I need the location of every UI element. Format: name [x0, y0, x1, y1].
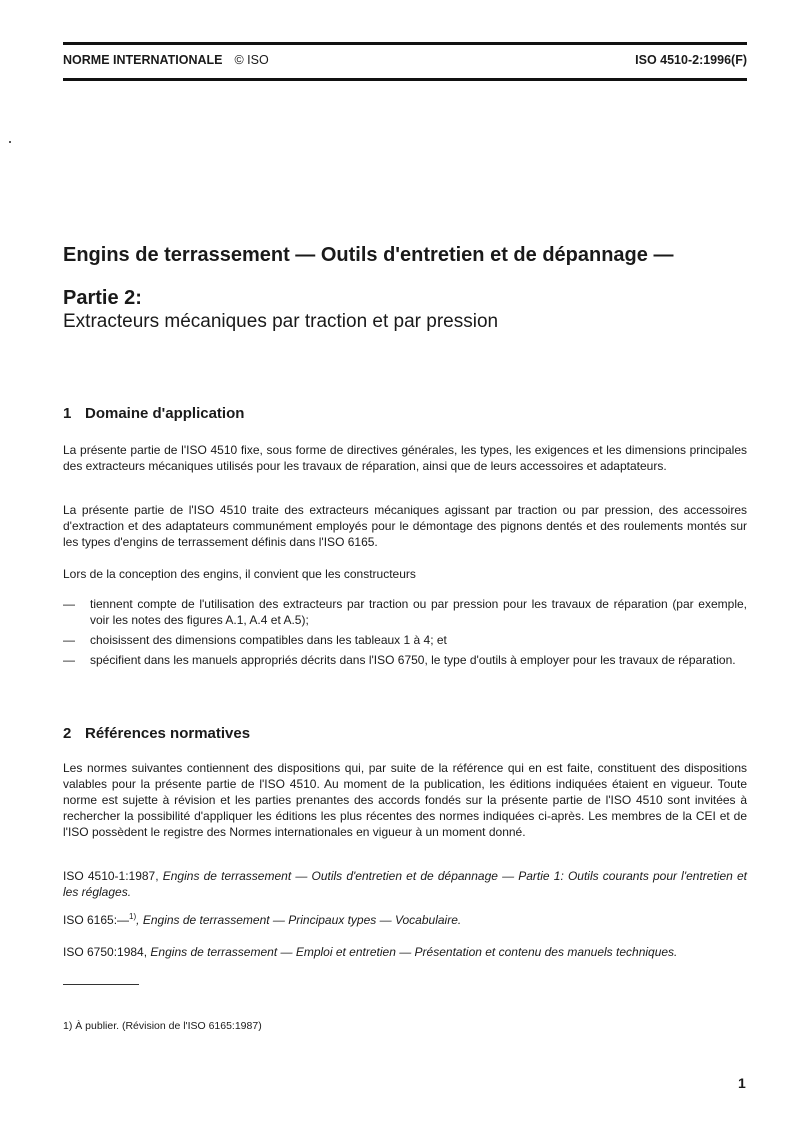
reference-title: Engins de terrassement — Emploi et entretien — Présentation et contenu des manuels techniques.	[150, 945, 678, 959]
header-standard-number: ISO 4510-2:1996(F)	[635, 53, 747, 67]
section-2-heading	[63, 725, 250, 742]
dash-marker: —	[63, 597, 75, 611]
section-1-paragraph-2: La présente partie de l'ISO 4510 traite des extracteurs mécaniques agissant par traction ou par pression, des accessoires d'extraction et des adaptateurs communément employés pour le démontage des pignons dentés et des roulements montés sur les types d'engins de terrassement définis dans l'ISO 6165.	[63, 503, 747, 549]
section-1-paragraph-1: La présente partie de l'ISO 4510 fixe, sous forme de directives générales, les types, les exigences et les dimensions principales des extracteurs mécaniques utilisés pour les travaux de réparation, ainsi que de leurs accessoires et adaptateurs.	[63, 443, 747, 473]
reference-title: Engins de terrassement — Outils d'entretien et de dépannage — Partie 1: Outils courants pour l'entretien et les réglages.	[63, 869, 747, 899]
scan-speck	[9, 141, 11, 143]
list-item: — spécifient dans les manuels appropriés décrits dans l'ISO 6750, le type d'outils à employer pour les travaux de réparation.	[63, 653, 736, 667]
reference-code: ISO 4510-1:1987,	[63, 869, 159, 883]
reference-item	[63, 912, 747, 928]
part-label: Partie 2:	[63, 287, 142, 309]
section-1-title: Domaine d'application	[85, 405, 245, 422]
reference-item	[63, 868, 747, 900]
section-2-title: Références normatives	[85, 725, 251, 742]
section-1-paragraph-3: Lors de la conception des engins, il convient que les constructeurs	[63, 567, 416, 581]
dash-marker: —	[63, 633, 75, 647]
header-rule-bottom	[63, 78, 747, 81]
reference-title: , Engins de terrassement — Principaux types — Vocabulaire.	[136, 913, 462, 927]
section-2-paragraph-1: Les normes suivantes contiennent des dispositions qui, par suite de la référence qui en est faite, constituent des dispositions valables pour la présente partie de l'ISO 4510. Au moment de la publication, les éditions indiquées étaient en vigueur. Toute norme est sujette à révision et les parties prenantes des accords fondés sur la présente partie de l'ISO 4510 sont invitées à rechercher la possibilité d'appliquer les éditions les plus récentes des normes indiquées ci-après. Les membres de la CEI et de l'ISO possèdent le registre des Normes internationales en vigueur à un moment donné.	[63, 761, 747, 839]
reference-code: ISO 6165:—	[63, 913, 130, 927]
section-1-list	[63, 596, 747, 672]
document-title: Engins de terrassement — Outils d'entretien et de dépannage —	[63, 244, 674, 266]
footnote-rule	[63, 984, 139, 985]
header-standard-type: NORME INTERNATIONALE © ISO	[63, 53, 269, 67]
reference-code: ISO 6750:1984,	[63, 945, 148, 959]
header-rule-top	[63, 42, 747, 45]
section-2-number: 2	[63, 725, 72, 742]
list-item: — tiennent compte de l'utilisation des extracteurs par traction ou par pression pour les travaux de réparation (par exemple, voir les notes des figures A.1, A.4 et A.5);	[63, 597, 747, 627]
page-header	[63, 53, 747, 69]
section-1-number: 1	[63, 405, 72, 422]
footnote: 1) À publier. (Révision de l'ISO 6165:1987)	[63, 1020, 262, 1032]
section-1-heading	[63, 405, 244, 422]
dash-marker: —	[63, 653, 75, 667]
reference-item	[63, 944, 747, 960]
list-item: — choisissent des dimensions compatibles dans les tableaux 1 à 4; et	[63, 633, 447, 647]
footnote-marker: 1)	[129, 912, 137, 921]
page-number: 1	[738, 1075, 746, 1091]
header-copyright: © ISO	[234, 53, 269, 67]
document-subtitle: Extracteurs mécaniques par traction et par pression	[63, 311, 499, 332]
